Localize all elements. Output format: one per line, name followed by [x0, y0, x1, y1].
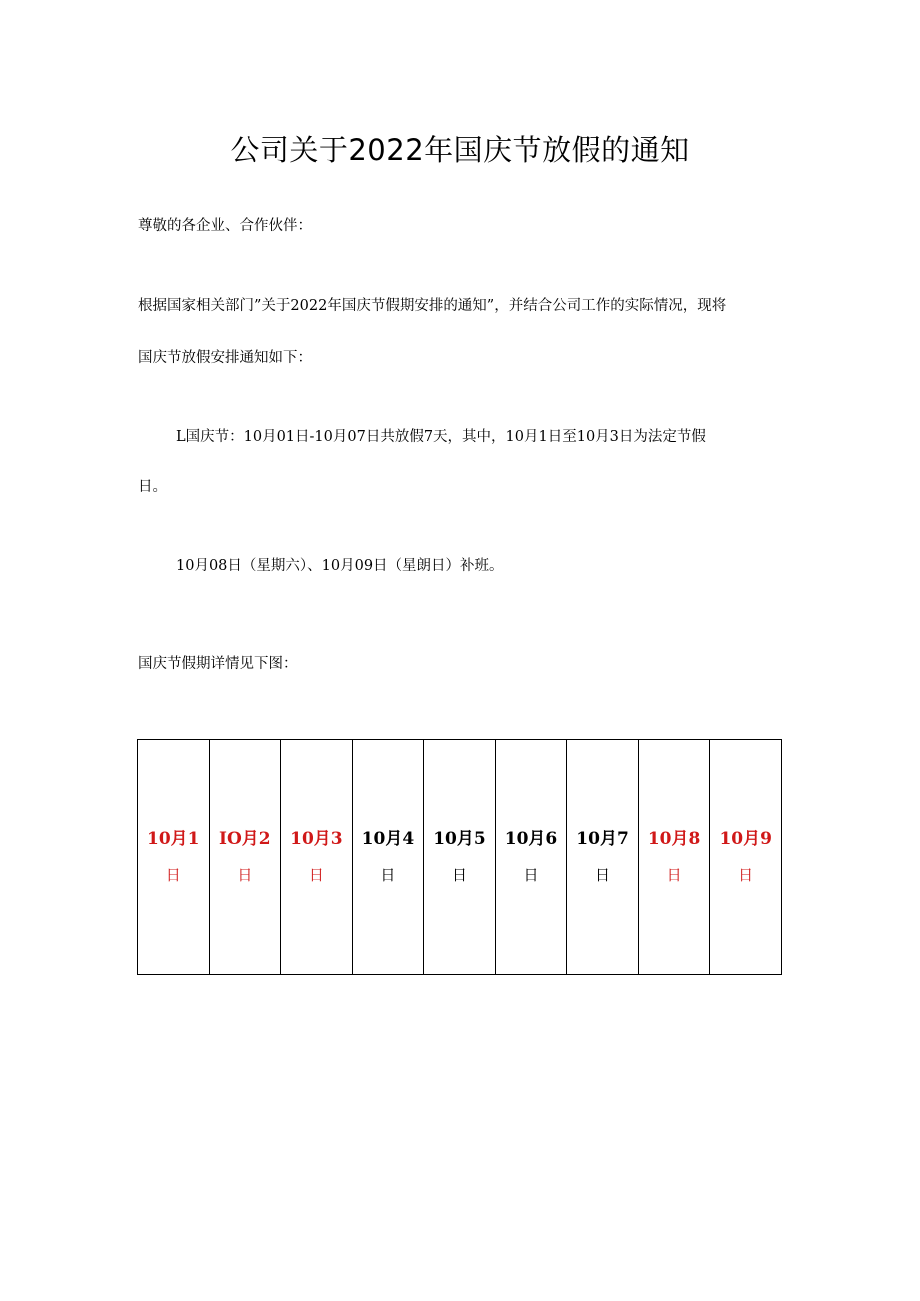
calendar-cell-date: IO月2	[219, 829, 271, 849]
calendar-cell-day-suffix: 日	[237, 866, 253, 884]
calendar-row	[138, 740, 782, 975]
intro-paragraph-line-1: 根据国家相关部门”关于2022年国庆节假期安排的通知”，并结合公司工作的实际情况，现将	[138, 298, 727, 314]
holiday-paragraph-line-2: 日。	[138, 479, 167, 495]
calendar-cell-date: 10月7	[576, 829, 629, 849]
intro-paragraph-line-2: 国庆节放假安排通知如下：	[138, 350, 312, 366]
calendar-cell-day-suffix: 日	[738, 866, 754, 884]
calendar-cell-day-suffix: 日	[165, 866, 181, 884]
document-title: 公司关于2022年国庆节放假的通知	[230, 133, 690, 167]
calendar-cell-day-suffix: 日	[308, 866, 324, 884]
calendar-cell-day-suffix: 日	[523, 866, 539, 884]
calendar-cell-oct-4	[352, 740, 424, 975]
calendar-cell-date: 10月5	[433, 829, 486, 849]
calendar-cell-oct-5	[424, 740, 496, 975]
calendar-cell-oct-7	[567, 740, 639, 975]
calendar-cell-oct-9	[710, 740, 782, 975]
calendar-cell-day-suffix: 日	[380, 866, 396, 884]
calendar-cell-oct-2	[209, 740, 281, 975]
calendar-cell-day-suffix: 日	[451, 866, 467, 884]
makeup-workday-paragraph: 10月08日（星期六）、10月09日（星朗日）补班。	[176, 558, 504, 574]
holiday-calendar-table	[137, 739, 782, 975]
calendar-cell-oct-6	[495, 740, 567, 975]
calendar-cell-date: 10月4	[361, 829, 415, 849]
calendar-cell-day-suffix: 日	[666, 866, 682, 884]
calendar-cell-date: 10月9	[719, 829, 772, 849]
calendar-cell-oct-8	[638, 740, 710, 975]
holiday-paragraph-line-1: L国庆节：10月01日-10月07日共放假7天，其中，10月1日至10月3日为法定节假	[176, 429, 706, 445]
calendar-cell-date: 10月3	[290, 829, 343, 849]
calendar-cell-date: 10月6	[504, 829, 558, 849]
calendar-cell-day-suffix: 日	[595, 866, 611, 884]
salutation: 尊敬的各企业、合作伙伴：	[138, 218, 312, 234]
calendar-cell-oct-3	[281, 740, 353, 975]
calendar-cell-date: 10月1	[147, 829, 200, 849]
calendar-cell-oct-1	[138, 740, 210, 975]
calendar-cell-date: 10月8	[647, 829, 701, 849]
detail-intro-paragraph: 国庆节假期详情见下图：	[138, 656, 298, 672]
